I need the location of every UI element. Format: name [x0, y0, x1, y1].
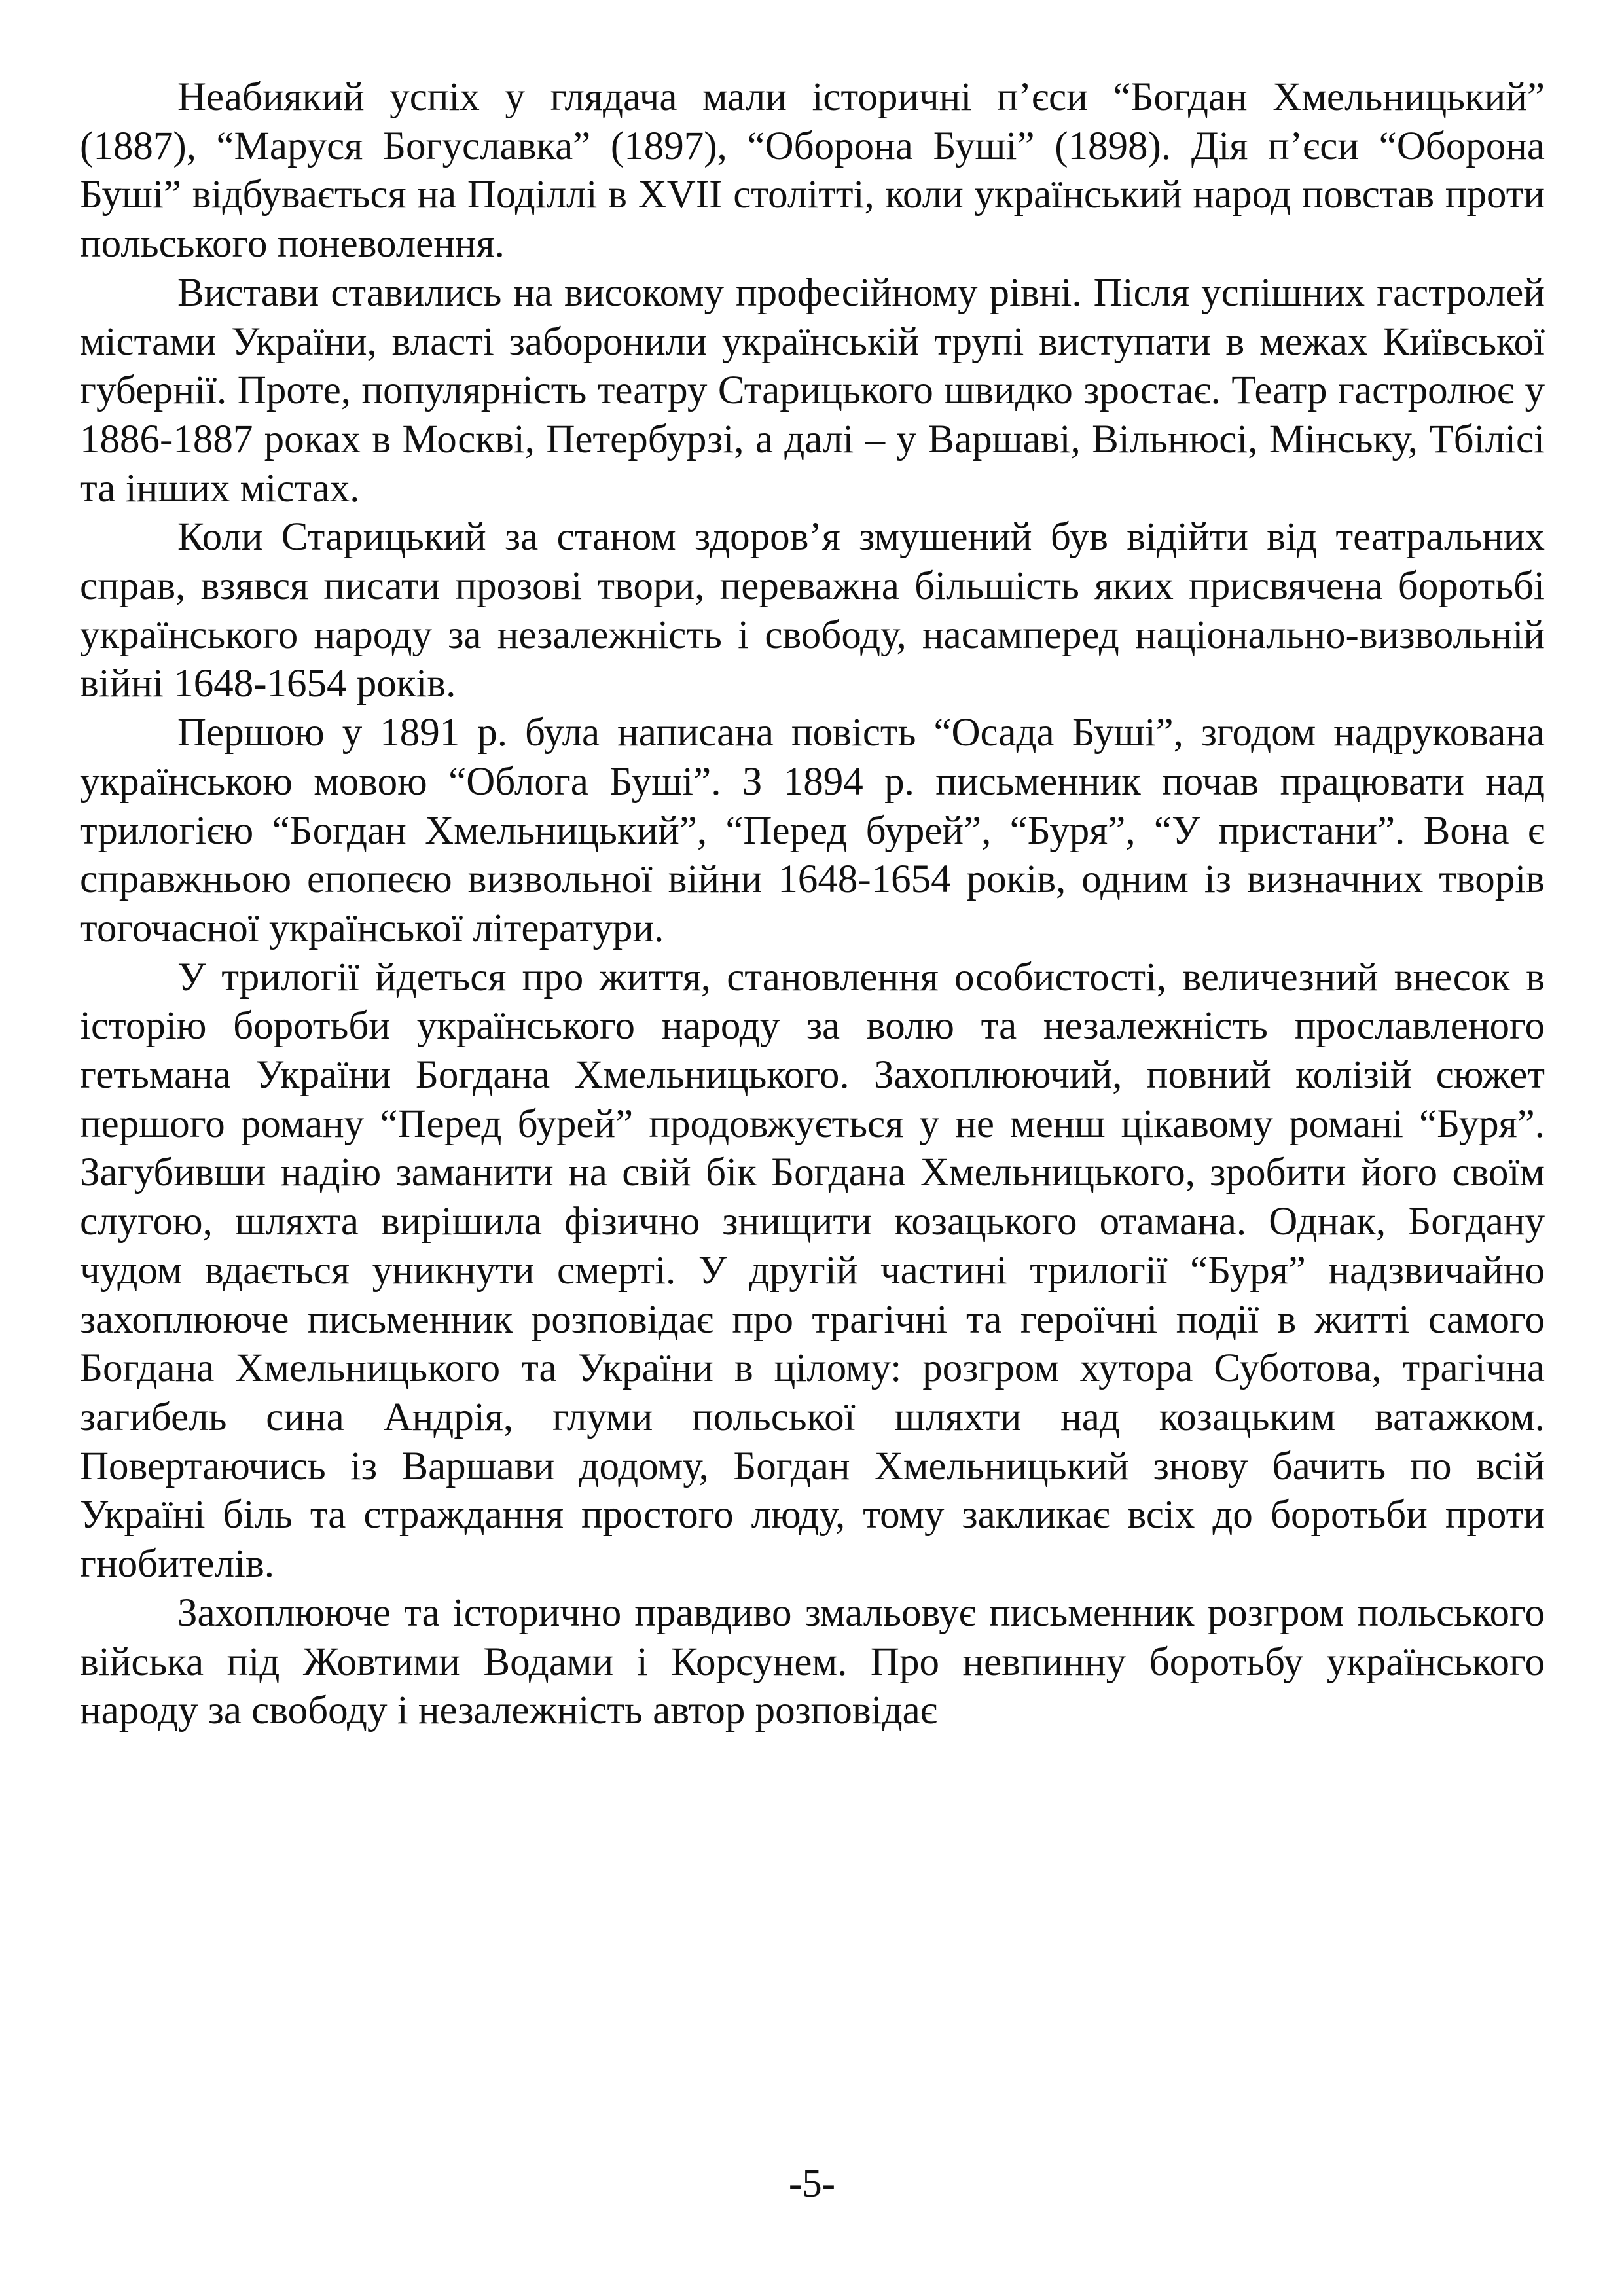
body-text [80, 73, 1545, 1736]
page-number: -5- [788, 2162, 836, 2206]
paragraph-plays: Неабиякий успіх у глядача мали історичні п’єси “Богдан Хмельницький” (1887), “Маруся Богуславка” (1897), “Оборона Буші” (1898). Дія п’єси “Оборона Буші” відбувається на Поділлі в XVII столітті, коли український народ повстав проти польського поневолення. [80, 75, 1545, 266]
paragraph-trilogy-plot: У трилогії йдеться про життя, становлення особистості, величезний внесок в історію боротьби українського народу за волю та незалежність прославленого гетьмана України Богдана Хмельницького. Захоплюючий, повний колізій сюжет першого роману “Перед бурей” продовжується у не менш цікавому романі “Буря”. Загубивши надію заманити на свій бік Богдана Хмельницького, зробити його своїм слугою, шляхта вирішила фізично знищити козацького отамана. Однак, Богдану чудом вдається уникнути смерті. У другій частині трилогії “Буря” надзвичайно захоплююче письменник розповідає про трагічні та героїчні події в житті самого Богдана Хмельницького та України в цілому: розгром хутора Суботова, трагічна загибель сина Андрія, глуми польської шляхти над козацьким ватажком. Повертаючись із Варшави додому, Богдан Хмельницький знову бачить по всій Україні біль та страждання простого люду, тому закликає всіх до боротьби проти гнобителів. [80, 955, 1545, 1587]
paragraph-battles: Захоплююче та історично правдиво змальовує письменник розгром польського війська під Жовтими Водами і Корсунем. Про невпинну боротьбу українського народу за свободу і незалежність автор розповідає [80, 1590, 1545, 1733]
paragraph-trilogy: Першою у 1891 р. була написана повість “Осада Буші”, згодом надрукована українською мовою “Облога Буші”. З 1894 р. письменник почав працювати над трилогією “Богдан Хмельницький”, “Перед бурей”, “Буря”, “У пристани”. Вона є справжньою епопеєю визвольної війни 1648-1654 років, одним із визначних творів тогочасної української літератури. [80, 711, 1545, 950]
paragraph-prose: Коли Старицький за станом здоров’я змушений був відійти від театральних справ, взявся писати прозові твори, переважна більшість яких присвячена боротьбі українського народу за незалежність і свободу, насамперед національно-визвольній війні 1648-1654 років. [80, 515, 1545, 706]
paragraph-tours: Вистави ставились на високому професійному рівні. Після успішних гастролей містами України, власті заборонили українській трупі виступати в межах Київської губернії. Проте, популярність театру Старицького швидко зростає. Театр гастролює у 1886-1887 роках в Москві, Петербурзі, а далі – у Варшаві, Вільнюсі, Мінську, Тбілісі та інших містах. [80, 270, 1545, 511]
